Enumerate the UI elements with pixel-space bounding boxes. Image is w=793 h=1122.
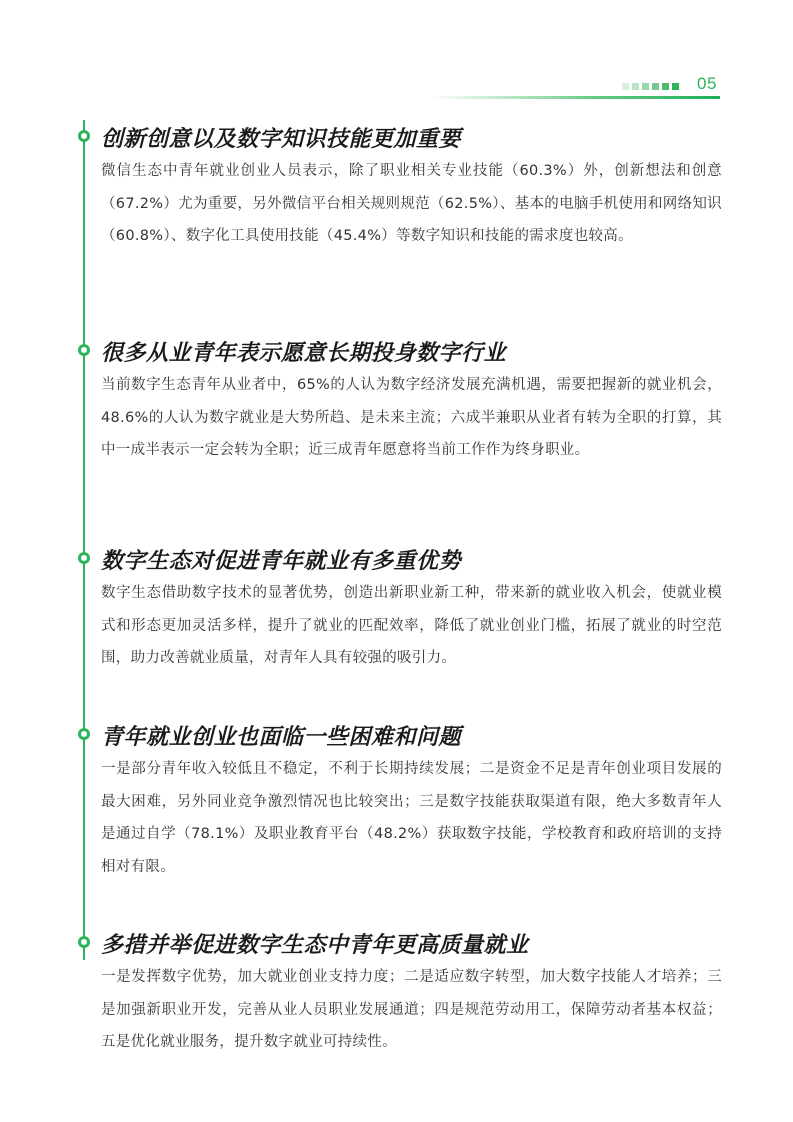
timeline-line <box>83 120 85 960</box>
section-body: 微信生态中青年就业创业人员表示，除了职业相关专业技能（60.3%）外，创新想法和创意（67.2%）尤为重要，另外微信平台相关规则规范（62.5%）、基本的电脑手机使用和网络知识（60.8%）、数字化工具使用技能（45.4%）等数字知识和技能的需求度也较高。 <box>101 163 722 244</box>
timeline-dot-icon <box>78 130 90 142</box>
section-title: 创新创意以及数字知识技能更加重要 <box>101 127 462 152</box>
decor-square <box>632 83 639 90</box>
decorative-squares <box>622 83 679 90</box>
decor-square <box>672 83 679 90</box>
page-number: 05 <box>697 74 717 93</box>
timeline-dot-icon <box>78 344 90 356</box>
section-title: 数字生态对促进青年就业有多重优势 <box>101 549 462 574</box>
section-title: 多措并举促进数字生态中青年更高质量就业 <box>101 933 529 958</box>
section-title: 青年就业创业也面临一些困难和问题 <box>101 725 462 750</box>
section-body: 当前数字生态青年从业者中，65%的人认为数字经济发展充满机遇，需要把握新的就业机会，48.6%的人认为数字就业是大势所趋、是未来主流；六成半兼职从业者有转为全职的打算，其中一成半表示一定会转为全职；近三成青年愿意将当前工作作为终身职业。 <box>101 377 722 458</box>
header-divider <box>430 96 720 99</box>
timeline-dot-icon <box>78 552 90 564</box>
section-body: 数字生态借助数字技术的显著优势，创造出新职业新工种，带来新的就业收入机会，使就业模式和形态更加灵活多样，提升了就业的匹配效率，降低了就业创业门槛，拓展了就业的时空范围，助力改善就业质量，对青年人具有较强的吸引力。 <box>101 585 722 666</box>
timeline-dot-icon <box>78 936 90 948</box>
decor-square <box>652 83 659 90</box>
decor-square <box>662 83 669 90</box>
page-header <box>0 0 793 110</box>
timeline-dot-icon <box>78 728 90 740</box>
section-body: 一是部分青年收入较低且不稳定，不利于长期持续发展；二是资金不足是青年创业项目发展的最大困难，另外同业竞争激烈情况也比较突出；三是数字技能获取渠道有限，绝大多数青年人是通过自学（78.1%）及职业教育平台（48.2%）获取数字技能，学校教育和政府培训的支持相对有限。 <box>101 761 722 875</box>
decor-square <box>642 83 649 90</box>
section-body: 一是发挥数字优势，加大就业创业支持力度；二是适应数字转型，加大数字技能人才培养；三是加强新职业开发，完善从业人员职业发展通道；四是规范劳动用工，保障劳动者基本权益；五是优化就业服务，提升数字就业可持续性。 <box>101 969 722 1050</box>
decor-square <box>622 83 629 90</box>
section-title: 很多从业青年表示愿意长期投身数字行业 <box>101 341 507 366</box>
